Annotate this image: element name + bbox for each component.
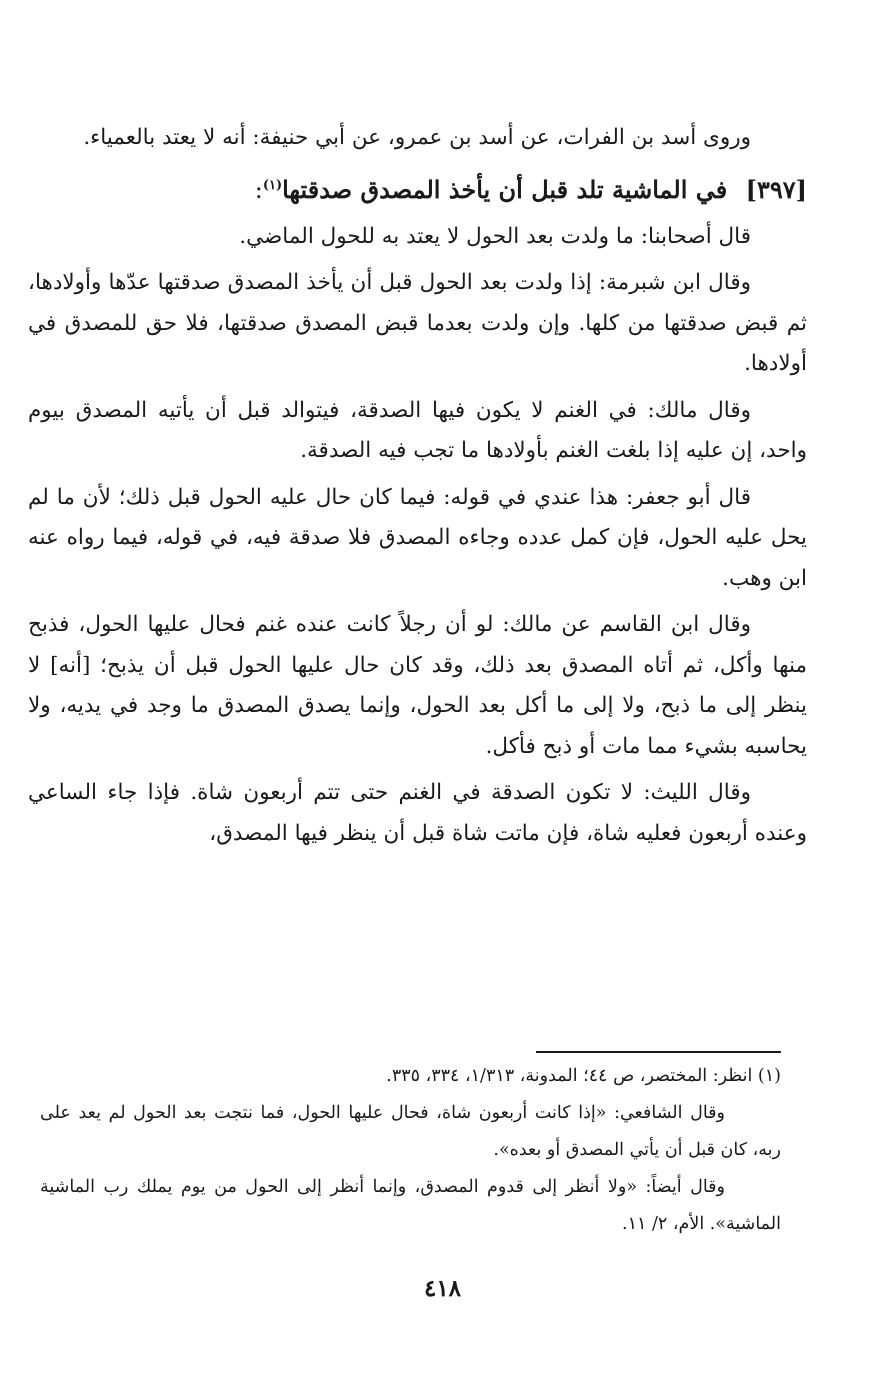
page-number: ٤١٨ xyxy=(423,1275,462,1302)
footnote-1-shafii-2: وقال أيضاً: «ولا أنظر إلى قدوم المصدق، وإنما أنظر إلى الحول من يوم يملك رب الماشية الماشية». الأم، ٢/ ١١. xyxy=(40,1177,781,1234)
section-number: [٣٩٧] xyxy=(745,174,807,204)
intro-paragraph: وروى أسد بن الفرات، عن أسد بن عمرو، عن أبي حنيفة: أنه لا يعتد بالعمياء. xyxy=(83,125,751,150)
section-heading xyxy=(28,165,807,211)
footnote-ref: (١) xyxy=(262,177,283,193)
footnote-1-shafii: وقال الشافعي: «إذا كانت أربعون شاة، فحال عليها الحول، فما نتجت بعد الحول لم يعد على ربه، كان قبل أن يأتي المصدق أو بعده». xyxy=(40,1103,781,1160)
paragraph-malik: وقال مالك: في الغنم لا يكون فيها الصدقة، فيتوالد قبل أن يأتيه المصدق بيوم واحد، إن عليه إذا بلغت الغنم بأولادها ما تجب فيه الصدقة. xyxy=(28,397,807,463)
paragraph-al-layth: وقال الليث: لا تكون الصدقة في الغنم حتى تتم أربعون شاة. فإذا جاء الساعي وعنده أربعون فعليه شاة، فإن ماتت شاة قبل أن ينظر فيها المصدق، xyxy=(28,780,807,846)
section-title: في الماشية تلد قبل أن يأخذ المصدق صدقتها xyxy=(282,174,728,204)
main-text xyxy=(28,118,807,860)
paragraph-ibn-al-qasim: وقال ابن القاسم عن مالك: لو أن رجلاً كانت عنده غنم فحال عليها الحول، فذبح منها وأكل، ثم أتاه المصدق بعد ذلك، وقد كان حال عليها الحول قبل أن يذبح؛ [أنه] لا ينظر إلى ما ذبح، ولا إلى ما أكل بعد الحول، وإنما يصدق المصدق ما وجد في يديه، ولا يحاسبه بشيء مما مات أو ذبح فأكل. xyxy=(28,612,807,759)
paragraph-ibn-shubruma: وقال ابن شبرمة: إذا ولدت بعد الحول قبل أن يأخذ المصدق صدقتها عدّها وأولادها، ثم قبض صدقتها من كلها. وإن ولدت بعدما قبض المصدق صدقتها، فلا حق للمصدق في أولادها. xyxy=(28,270,807,376)
footnote-divider xyxy=(536,1051,781,1053)
paragraph-ashabuna: قال أصحابنا: ما ولدت بعد الحول لا يعتد به للحول الماضي. xyxy=(239,223,751,249)
footnote-1: (١) انظر: المختصر، ص ٤٤؛ المدونة، ١/٣١٣، ٣٣٤، ٣٣٥. xyxy=(386,1066,781,1086)
footnotes xyxy=(40,1058,781,1243)
heading-colon: : xyxy=(254,175,263,204)
paragraph-abu-jafar: قال أبو جعفر: هذا عندي في قوله: فيما كان حال عليه الحول قبل ذلك؛ لأن ما لم يحل عليه الحول، فإن كمل عدده وجاءه المصدق فلا صدقة فيه، في قوله، فيما رواه عنه ابن وهب. xyxy=(28,484,807,591)
